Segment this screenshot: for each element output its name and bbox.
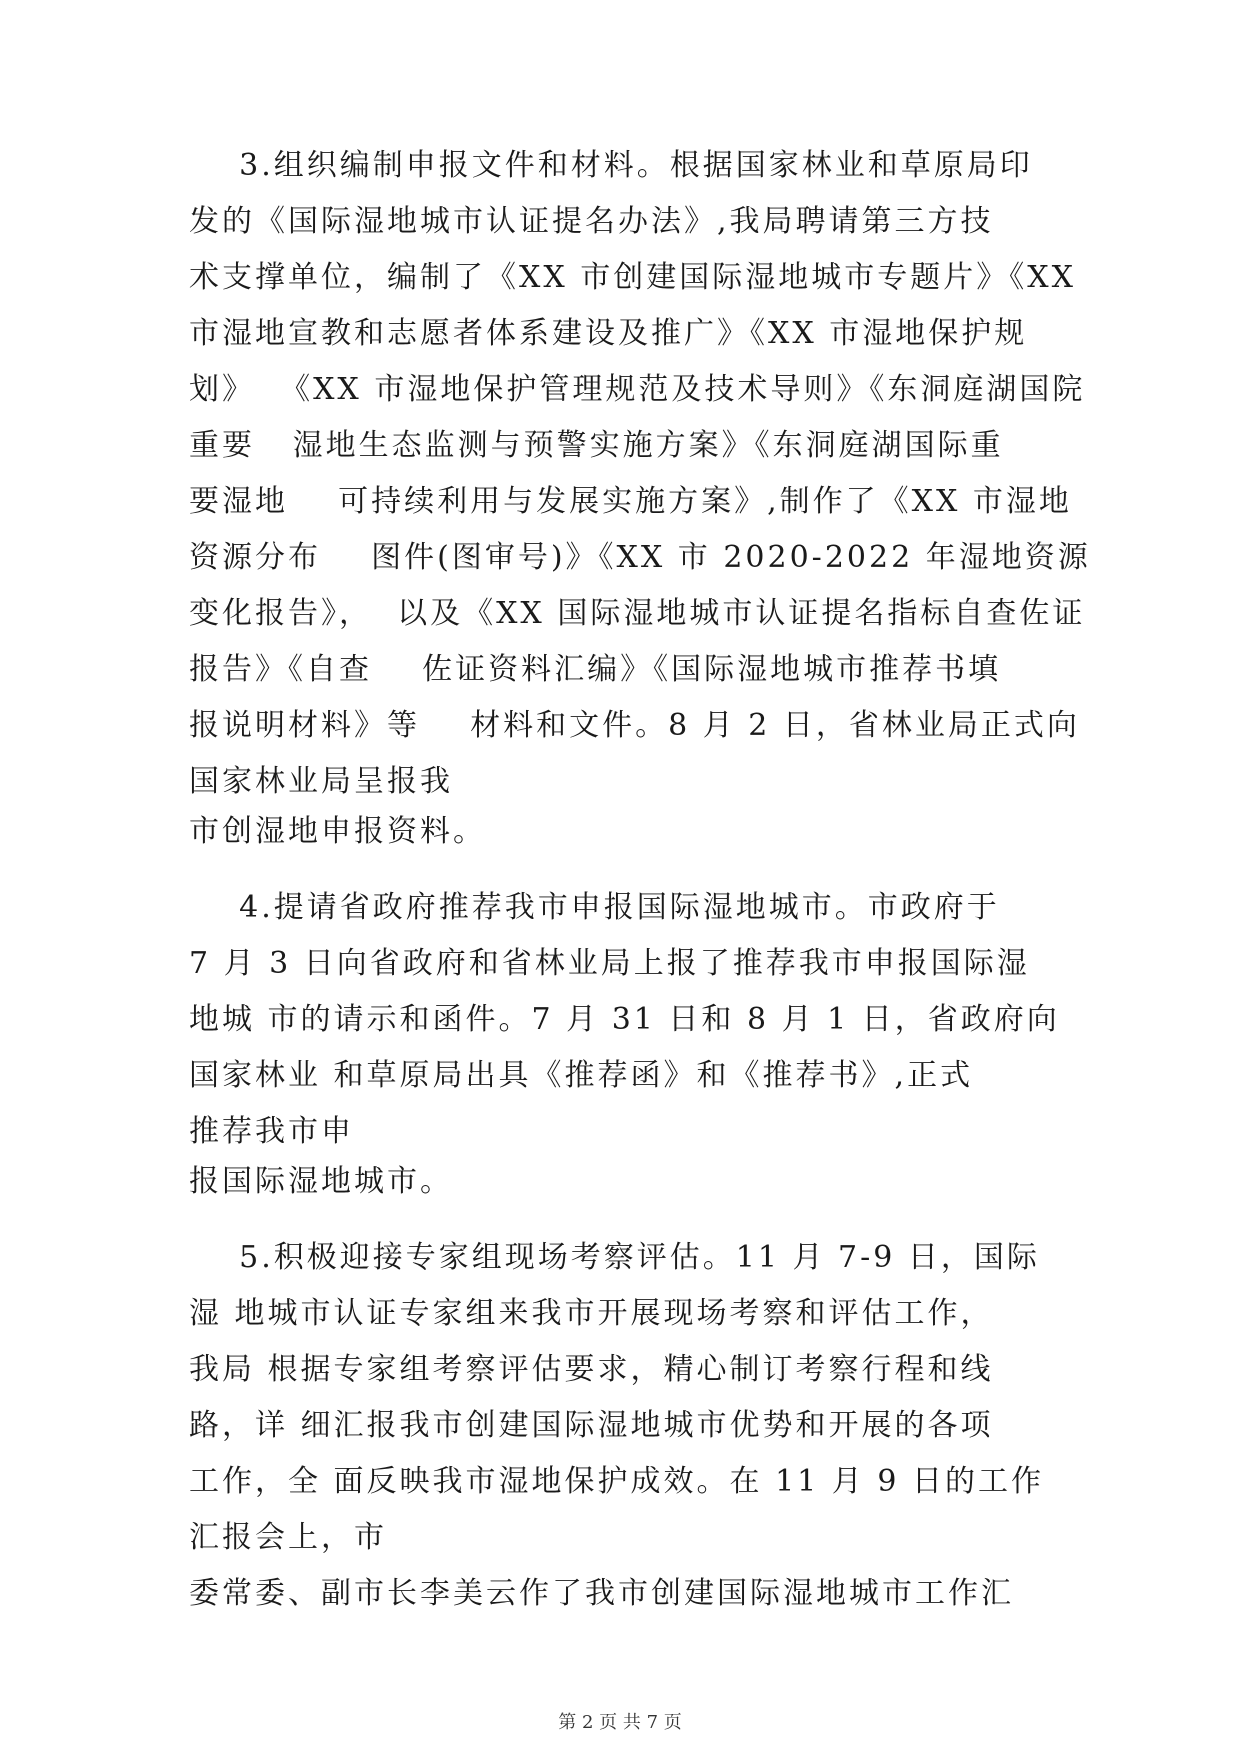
text-line: 资源分布 图件(图审号)》《XX 市 2020-2022 年湿地资源 <box>189 540 1091 575</box>
text-line: 4.提请省政府推荐我市申报国际湿地城市。市政府于 <box>189 890 1000 925</box>
text-line: 3.组织编制申报文件和材料。根据国家林业和草原局印 <box>189 148 1033 183</box>
text-line: 路，详 细汇报我市创建国际湿地城市优势和开展的各项 <box>189 1408 994 1443</box>
text-line: 汇报会上，市 <box>189 1520 387 1555</box>
text-line: 推荐我市申 <box>189 1114 354 1149</box>
text-line: 发的《国际湿地城市认证提名办法》,我局聘请第三方技 <box>189 204 994 239</box>
text-line: 市湿地宣教和志愿者体系建设及推广》《XX 市湿地保护规 <box>189 316 1028 351</box>
text-line: 地城 市的请示和函件。7 月 31 日和 8 月 1 日，省政府向 <box>189 1002 1060 1037</box>
text-line: 国家林业 和草原局出具《推荐函》和《推荐书》,正式 <box>189 1058 974 1093</box>
text-line: 工作，全 面反映我市湿地保护成效。在 11 月 9 日的工作 <box>189 1464 1044 1499</box>
text-line: 市创湿地申报资料。 <box>189 814 486 849</box>
text-line: 7 月 3 日向省政府和省林业局上报了推荐我市申报国际湿 <box>189 946 1030 981</box>
text-line: 委常委、副市长李美云作了我市创建国际湿地城市工作汇 <box>189 1576 1014 1611</box>
text-line: 变化报告》， 以及《XX 国际湿地城市认证提名指标自查佐证 <box>189 596 1086 631</box>
text-line: 国家林业局呈报我 <box>189 764 453 799</box>
text-line: 术支撑单位，编制了《XX 市创建国际湿地城市专题片》《XX <box>189 260 1076 295</box>
text-line: 我局 根据专家组考察评估要求，精心制订考察行程和线 <box>189 1352 994 1387</box>
text-line: 报国际湿地城市。 <box>189 1164 453 1199</box>
page-number-footer: 第 2 页 共 7 页 <box>558 1712 682 1733</box>
text-line: 重要 湿地生态监测与预警实施方案》《东洞庭湖国际重 <box>189 428 1004 463</box>
text-line: 5.积极迎接专家组现场考察评估。11 月 7-9 日，国际 <box>189 1240 1040 1275</box>
text-line: 划》 《XX 市湿地保护管理规范及技术导则》《东洞庭湖国院 <box>189 372 1086 407</box>
text-line: 要湿地 可持续利用与发展实施方案》,制作了《XX 市湿地 <box>189 484 1072 519</box>
text-line: 报告》《自查 佐证资料汇编》《国际湿地城市推荐书填 <box>189 652 1002 687</box>
text-line: 报说明材料》等 材料和文件。8 月 2 日，省林业局正式向 <box>189 708 1080 743</box>
text-line: 湿 地城市认证专家组来我市开展现场考察和评估工作， <box>189 1296 994 1331</box>
